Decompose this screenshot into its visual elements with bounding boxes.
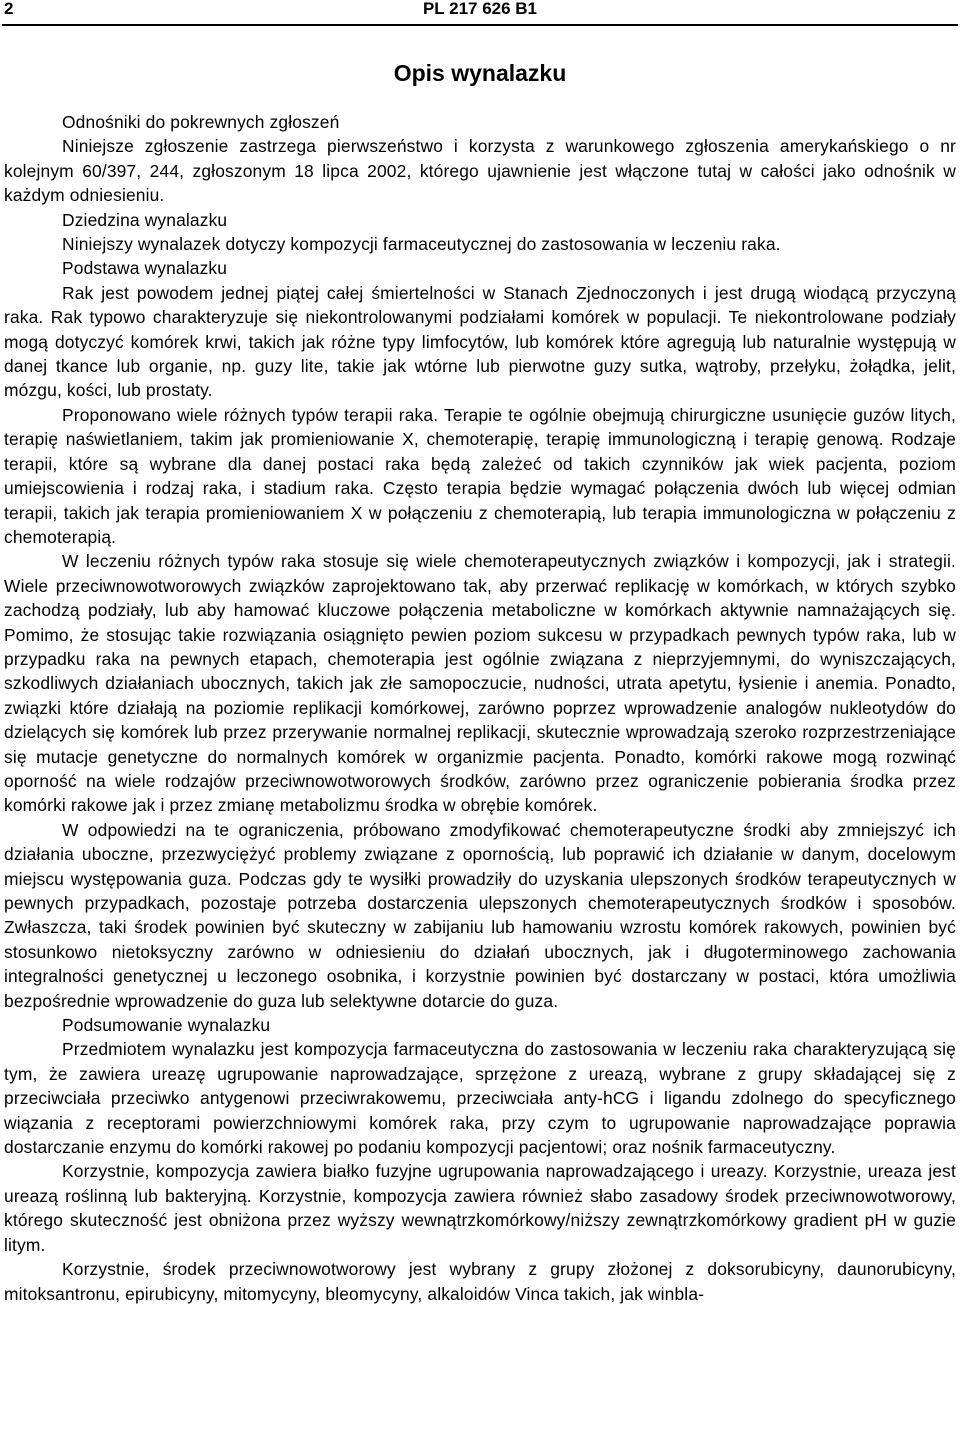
paragraph: Niniejszy wynalazek dotyczy kompozycji farmaceutycznej do zastosowania w leczeniu raka. xyxy=(62,234,781,255)
paragraph: Korzystnie, środek przeciwnowotworowy jest wybrany z grupy złożonej z doksorubicyny, daunorubicyny, mitoksantronu, epirubicyny, mitomycyny, bleomycyny, alkaloidów Vinca takich, jak winbla- xyxy=(4,1259,956,1304)
page-number: 2 xyxy=(4,0,14,18)
paragraph: Niniejsze zgłoszenie zastrzega pierwszeństwo i korzysta z warunkowego zgłoszenia amerykańskiego o nr kolejnym 60/397, 244, zgłoszonym 18 lipca 2002, którego ujawnienie jest włączone tutaj w całości jako odnośnik w każdym odniesieniu. xyxy=(4,136,956,206)
paragraph: Proponowano wiele różnych typów terapii raka. Terapie te ogólnie obejmują chirurgiczne usunięcie guzów litych, terapię naświetlaniem, takim jak promieniowanie X, chemoterapię, terapię immunologiczną i terapię genową. Rodzaje terapii, które są wybrane dla danej postaci raka będą zależeć od takich czynników jak wiek pacjenta, poziom umiejscowienia i rodzaj raka, i stadium raka. Często terapia będzie wymagać połączenia dwóch lub więcej odmian terapii, takich jak terapia promieniowaniem X w połączeniu z chemoterapią, lub terapia immunologiczna w połączeniu z chemoterapią. xyxy=(4,404,956,547)
section-heading-related-applications: Odnośniki do pokrewnych zgłoszeń xyxy=(62,112,340,132)
page-header xyxy=(0,0,960,22)
paragraph: Rak jest powodem jednej piątej całej śmiertelności w Stanach Zjednoczonych i jest drugą wiodącą przyczyną raka. Rak typowo charakteryzuje się niekontrolowanymi podziałami komórek w populacji. Te niekontrolowane podziały mogą dotyczyć komórek krwi, takich jak różne typy limfocytów, lub komórek które agregują lub naturalnie występują w danej tkance lub organie, np. guzy lite, takie jak wtórne lub pierwotne guzy sutka, wątroby, przełyku, żołądka, jelit, mózgu, kości, lub prostaty. xyxy=(4,282,956,401)
paragraph: W odpowiedzi na te ograniczenia, próbowano zmodyfikować chemoterapeutyczne środki aby zmniejszyć ich działania uboczne, przezwyciężyć problemy związane z opornością, lub poprawić ich działanie w danym, docelowym miejscu występowania guza. Podczas gdy te wysiłki prowadziły do uzyskania ulepszonych środków terapeutycznych w pewnych przypadkach, pozostaje potrzeba dostarczenia ulepszonych chemoterapeutycznych środków i sposobów. Zwłaszcza, taki środek powinien być skuteczny w zabijaniu lub hamowaniu wzrostu komórek rakowych, powinien być stosunkowo nietoksyczny zarówno w odniesieniu do działań ubocznych, jak i długoterminowego zachowania integralności genetycznej u leczonego osobnika, i korzystnie powinien być dostarczany w postaci, która umożliwia bezpośrednie wprowadzenie do guza lub selektywne dotarcie do guza. xyxy=(4,819,956,1011)
header-divider xyxy=(2,24,958,26)
section-heading-field: Dziedzina wynalazku xyxy=(62,209,228,230)
section-heading-summary: Podsumowanie wynalazku xyxy=(62,1015,271,1036)
paragraph: W leczeniu różnych typów raka stosuje się wiele chemoterapeutycznych związków i kompozycji, jak i strategii. Wiele przeciwnowotworowych związków zaprojektowano tak, aby przerwać replikację w komórkach, w których szybko zachodzą podziały, lub aby hamować kluczowe połączenia metaboliczne w komórkach aktywnie namnażających się. Pomimo, że stosując takie rozwiązania osiągnięto pewien poziom sukcesu w przypadkach pewnych typów raka, lub w przypadku raka na pewnych etapach, chemoterapia jest ogólnie związana z nieprzyjemnymi, do wyniszczających, szkodliwych działaniach ubocznych, takich jak złe samopoczucie, nudności, utrata apetytu, łysienie i anemia. Ponadto, związki które działają na poziomie replikacji komórkowej, zarówno poprzez wprowadzenie analogów nukleotydów do dzielących się komórek lub przez przerywanie normalnej replikacji, skutecznie wprowadzają szeroko rozprzestrzeniające się mutacje genetyczne do normalnych komórek w organizmie pacjenta. Ponadto, komórki rakowe mogą rozwinąć oporność na wiele rodzajów przeciwnowotworowych środków, zarówno przez ograniczenie pobierania środka przez komórki rakowe jak i przez zmianę metabolizmu środka w obrębie komórek. xyxy=(4,551,956,816)
patent-number: PL 217 626 B1 xyxy=(422,0,538,18)
document-body xyxy=(4,110,956,1306)
section-heading-background: Podstawa wynalazku xyxy=(62,258,228,279)
paragraph: Przedmiotem wynalazku jest kompozycja farmaceutyczna do zastosowania w leczeniu raka charakteryzującą się tym, że zawiera ureazę ugrupowanie naprowadzające, sprzężone z ureazą, wybrane z grupy składającej się z przeciwciała przeciwko antygenowi przeciwrakowemu, przeciwciała anty-hCG i ligandu zdolnego do specyficznego wiązania z receptorami powierzchniowymi komórek raka, przy czym to ugrupowanie naprowadzające poprawia dostarczanie enzymu do komórki rakowej po podaniu kompozycji pacjentowi; oraz nośnik farmaceutyczny. xyxy=(4,1039,956,1158)
paragraph: Korzystnie, kompozycja zawiera białko fuzyjne ugrupowania naprowadzającego i ureazy. Korzystnie, ureaza jest ureazą roślinną lub bakteryjną. Korzystnie, kompozycja zawiera również słabo zasadowy środek przeciwnowotworowy, którego skuteczność jest obniżona przez wyższy wewnątrzkomórkowy/niższy zewnątrzkomórkowy gradient pH w guzie litym. xyxy=(4,1161,956,1255)
document-title: Opis wynalazku xyxy=(393,60,567,86)
